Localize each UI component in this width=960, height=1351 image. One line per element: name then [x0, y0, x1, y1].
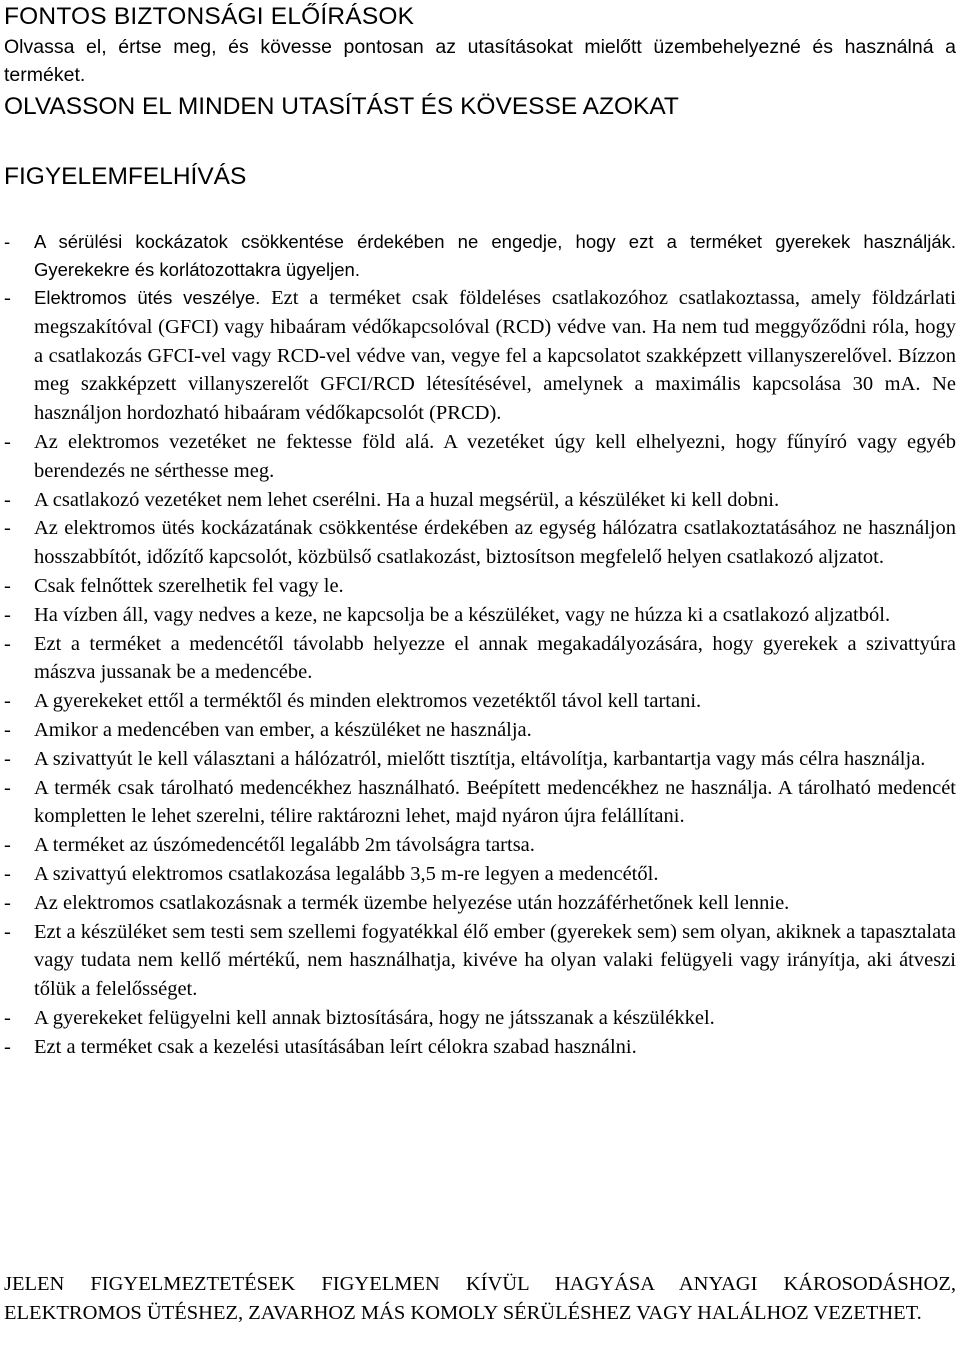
list-dash: -: [4, 231, 11, 252]
list-dash: -: [4, 920, 11, 943]
list-item: [4, 630, 956, 688]
list-dash: -: [4, 747, 11, 770]
list-item: [4, 228, 956, 284]
page-title: FONTOS BIZTONSÁGI ELŐÍRÁSOK: [4, 3, 415, 30]
list-item-text: Ezt a terméket csak földeléses csatlakozóhoz csatlakoztassa, amely földzárlati megszakítóval (GFCI) vagy hibaáram védőkapcsolóval (RCD) védve van. Ha nem tud meggyőződni róla, hogy a csatlakozás GFCI-vel vagy RCD-vel védve van, vegye fel a kapcsolatot szakképzett villanyszerelővel. Bízzon meg szakképzett villanyszerelőt GFCI/RCD létesítésével, amelynek a maximális kapcsolása 30 mA. Ne használjon hordozható hibaáram védőkapcsolót (PRCD).: [34, 287, 956, 425]
list-item: [4, 601, 956, 630]
list-dash: -: [4, 891, 11, 914]
list-item-text: A terméket az úszómedencétől legalább 2m távolságra tartsa.: [34, 834, 535, 857]
list-dash: -: [4, 1006, 11, 1029]
list-item-text: Ezt a terméket csak a kezelési utasításában leírt célokra szabad használni.: [34, 1035, 637, 1058]
list-dash: -: [4, 488, 11, 511]
list-item-text: Az elektromos csatlakozásnak a termék üzembe helyezése után hozzáférhetőnek kell lennie.: [34, 891, 790, 914]
list-item: [4, 918, 956, 1004]
list-item: [4, 745, 956, 774]
list-item: [4, 486, 956, 515]
list-item-text: A termék csak tárolható medencékhez használható. Beépített medencékhez ne használja. A tárolható medencét kompletten le lehet szerelni, télire raktározni lehet, majd nyáron újra felállítani.: [34, 776, 956, 828]
final-warning: JELEN FIGYELMEZTETÉSEK FIGYELMEN KÍVÜL HAGYÁSA ANYAGI KÁROSODÁSHOZ, ELEKTROMOS ÜTÉSHEZ, ZAVARHOZ MÁS KOMOLY SÉRÜLÉSHEZ VAGY HALÁLHOZ VEZETHET.: [4, 1273, 956, 1324]
list-item: [4, 831, 956, 860]
list-item: [4, 687, 956, 716]
list-item: [4, 284, 956, 428]
list-item-text: A gyerekeket ettől a terméktől és minden elektromos vezetéktől távol kell tartani.: [34, 690, 702, 713]
list-dash: -: [4, 718, 11, 741]
list-item-text: A csatlakozó vezetéket nem lehet cserélni. Ha a huzal megsérül, a készüléket ki kell dobni.: [34, 488, 780, 511]
list-dash: -: [4, 603, 11, 626]
intro-paragraph: Olvassa el, értse meg, és kövesse pontosan az utasításokat mielőtt üzembehelyezné és használná a terméket.: [4, 36, 956, 86]
safety-list: [4, 228, 956, 1062]
list-item-text: A gyerekeket felügyelni kell annak biztosítására, hogy ne játsszanak a készülékkel.: [34, 1006, 715, 1029]
read-all-heading: OLVASSON EL MINDEN UTASÍTÁST ÉS KÖVESSE AZOKAT: [4, 93, 679, 120]
list-dash: -: [4, 430, 11, 453]
list-item-text: Az elektromos ütés kockázatának csökkentése érdekében az egység hálózatra csatlakoztatásához ne használjon hosszabbítót, időzítő kapcsolót, közbülső csatlakozást, biztosítson megfelelő helyen csatlakozó aljzatot.: [34, 517, 956, 569]
list-item: [4, 716, 956, 745]
list-item-text: Ha vízben áll, vagy nedves a keze, ne kapcsolja be a készüléket, vagy ne húzza ki a csatlakozó aljzatból.: [34, 603, 891, 626]
list-item: [4, 572, 956, 601]
list-dash: -: [4, 862, 11, 885]
list-item-text: Az elektromos vezetéket ne fektesse föld alá. A vezetéket úgy kell elhelyezni, hogy fűnyíró vagy egyéb berendezés ne sérthesse meg.: [34, 430, 956, 482]
list-item-text: Csak felnőttek szerelhetik fel vagy le.: [34, 574, 344, 597]
list-dash: -: [4, 834, 11, 857]
list-item: [4, 860, 956, 889]
list-item: [4, 514, 956, 572]
list-item: [4, 774, 956, 832]
list-item: [4, 1033, 956, 1062]
list-item-text: A sérülési kockázatok csökkentése érdekében ne engedje, hogy ezt a terméket gyerekek használják. Gyerekekre és korlátozottakra ügyeljen.: [34, 231, 956, 280]
list-item: [4, 428, 956, 486]
list-dash: -: [4, 632, 11, 655]
list-item-text: A szivattyút le kell választani a hálózatról, mielőtt tisztítja, eltávolítja, karbantartja vagy más célra használja.: [34, 747, 926, 770]
list-dash: -: [4, 776, 11, 799]
list-item-text: Ezt a készüléket sem testi sem szellemi fogyatékkal élő ember (gyerekek sem) sem olyan, akiknek a tapasztalata vagy tudata nem kellő mértékű, nem használhatja, kivéve ha olyan valaki felügyeli vagy irányítja, aki átveszi tőlük a felelősséget.: [34, 920, 956, 1001]
list-item-text: Elektromos ütés veszélye.: [34, 287, 272, 308]
list-dash: -: [4, 287, 11, 309]
list-item: [4, 1004, 956, 1033]
list-dash: -: [4, 1035, 11, 1058]
warning-heading: FIGYELEMFELHÍVÁS: [4, 163, 247, 190]
list-dash: -: [4, 517, 11, 540]
list-item-text: A szivattyú elektromos csatlakozása legalább 3,5 m-re legyen a medencétől.: [34, 862, 659, 885]
list-item-text: Ezt a terméket a medencétől távolabb helyezze el annak megakadályozására, hogy gyerekek a szivattyúra mászva jussanak be a medencébe.: [34, 632, 956, 684]
list-item-text: Amikor a medencében van ember, a készüléket ne használja.: [34, 718, 532, 741]
list-dash: -: [4, 574, 11, 597]
list-dash: -: [4, 690, 11, 713]
list-item: [4, 889, 956, 918]
